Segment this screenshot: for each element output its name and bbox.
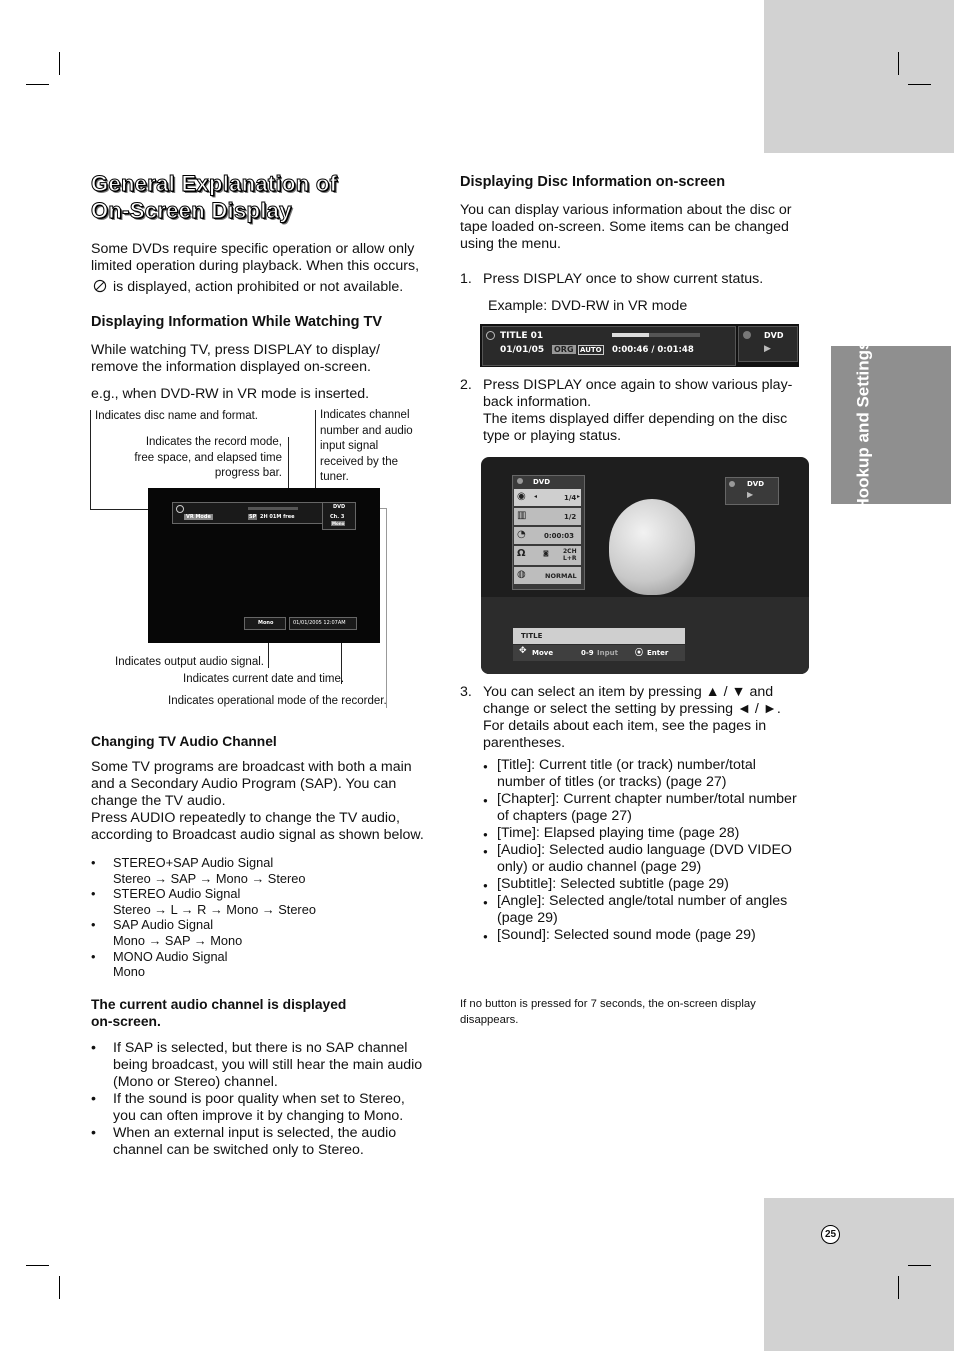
crop-mark [59,52,60,75]
list-item: • STEREO+SAP Audio Signal Stereo → SAP → Mono → Stereo [91,855,431,886]
speaker-icon: ◙ [543,550,549,557]
crop-mark [898,1276,899,1299]
enter-icon: ⦿ [635,648,643,657]
play-icon: ▶ [747,490,754,499]
osd-sp: SP [249,514,257,520]
menu-enter: Enter [647,649,669,657]
section-tab-label: Hookup and Settings [853,340,873,510]
title-icon: ◉ [517,491,526,502]
osd-vr-mode: VR Mode [186,514,211,520]
annotation-mode: Indicates operational mode of the recorder. [168,695,387,707]
menu-dvd-status: DVD [747,480,765,488]
annotation-date: Indicates current date and time. [183,673,345,685]
list-item: ● [Audio]: Selected audio language (DVD VIDEO only) or audio channel (page 29) [483,842,813,876]
left-arrow-icon: ◂ [534,493,538,500]
example-caption: Example: DVD-RW in VR mode [488,298,688,314]
page-title: General Explanation of On-Screen Display [91,171,338,223]
leader-line [386,508,387,708]
play-icon: ▶ [764,344,771,354]
disc-icon [743,331,751,339]
step-number: 1. [460,271,472,287]
prohibited-icon [93,279,107,293]
screen-egg-image [609,499,695,595]
list-item: • STEREO Audio Signal Stereo → L → R → Mono → Stereo [91,886,431,917]
page-number: 25 [821,1225,840,1244]
crop-mark [26,84,49,85]
menu-time-value: 0:00:03 [544,532,574,540]
osd-datetime: 01/01/2005 12:07AM [293,620,346,626]
bar-title: TITLE 01 [500,331,544,341]
osd-dvd: DVD [333,504,346,510]
items-list [483,757,813,944]
bar-org-badge: ORG [554,345,574,354]
intro-text: Some DVDs require specific operation or allow only limited operation during playback. When this occurs, [91,241,420,274]
menu-footer-title: TITLE [521,632,543,640]
osd-progress-bar [248,507,298,510]
annotation-disc: Indicates disc name and format. [95,410,258,422]
move-icon: ✥ [519,646,527,656]
menu-move: Move [532,649,554,657]
tv-osd-screenshot [148,488,380,643]
disc-icon [729,481,735,487]
step-number: 2. [460,377,472,393]
list-item: ● [Subtitle]: Selected subtitle (page 29) [483,876,813,893]
list-item: • If SAP is selected, but there is no SAP channel being broadcast, you will still hear the main audio (Mono or Stereo) channel. [91,1040,441,1091]
annotation-channel: Indicates channel number and audio input signal received by the tuner. [320,409,413,483]
crop-mark [59,1276,60,1299]
osd-channel: Ch. 3 [330,514,345,520]
menu-chapter-value: 1/2 [564,513,577,521]
step-text: Press DISPLAY once again to show various play- back information. The items displayed differ depending on the disc type or playing status. [483,377,793,444]
side-margin-bottom [764,1198,954,1351]
osd-free-space: 2H 01M free [260,514,295,520]
list-item: ● [Title]: Current title (or track) number/total number of titles (or tracks) (page 27) [483,757,813,791]
paragraph: Some TV programs are broadcast with both a main and a Secondary Audio Program (SAP). You can change the TV audio. Press AUDIO repeatedly to change the TV audio, according to Broadcast audio signal as shown below. [91,759,424,843]
menu-dvd: DVD [533,478,551,486]
list-item: ● [Angle]: Selected angle/total number of angles (page 29) [483,893,813,927]
section-heading: Displaying Information While Watching TV [91,314,383,330]
disc-icon [517,478,523,484]
osd-mono-tag: Mono [332,521,345,526]
disc-icon [176,505,184,513]
menu-input-num: 0-9 [581,649,594,657]
footnote: If no button is pressed for 7 seconds, the on-screen display disappears. [460,998,756,1026]
progress-fill [612,333,649,337]
list-item: • If the sound is poor quality when set to Stereo, you can often improve it by changing to Mono. [91,1091,441,1125]
list-item: ● [Sound]: Selected sound mode (page 29) [483,927,813,944]
audio-signal-list [91,855,431,980]
step-text: Press DISPLAY once to show current status. [483,271,764,287]
menu-input: Input [597,649,618,657]
list-item: ● [Time]: Elapsed playing time (page 28) [483,825,813,842]
leader-line [90,410,91,510]
leader-line [380,508,387,509]
crop-mark [898,52,899,75]
crop-mark [26,1265,49,1266]
bar-date: 01/01/05 [500,345,545,355]
progress-track [612,333,700,337]
status-bar-screenshot [480,324,799,367]
notes-list [91,1040,441,1159]
chapter-icon: ▥ [517,510,527,521]
clock-icon: ◔ [517,529,526,540]
disc-icon [486,331,495,340]
osd-audio: Mono [258,620,274,626]
example-caption: e.g., when DVD-RW in VR mode is inserted. [91,386,370,402]
list-item: • SAP Audio Signal Mono → SAP → Mono [91,917,431,948]
bar-dvd: DVD [764,331,784,340]
headphone-icon: Ω [517,548,526,559]
intro-text-end: is displayed, action prohibited or not available. [113,279,404,295]
step-text: You can select an item by pressing ▲ / ▼ and change or select the setting by pressing ◄ / ►. For details about each item, see the pages in parentheses. [483,684,781,751]
side-margin-top [764,0,954,153]
playback-menu-screenshot [481,457,809,674]
step-number: 3. [460,684,472,700]
list-item: • When an external input is selected, the audio channel can be switched only to Stereo. [91,1125,441,1159]
osd-info-bar [172,502,324,524]
section-heading: The current audio channel is displayed on-screen. [91,997,347,1029]
crop-mark [908,1265,931,1266]
menu-title-value: 1/4 [564,494,577,502]
right-arrow-icon: ▸ [577,493,581,500]
list-item: • MONO Audio Signal Mono [91,949,431,980]
annotation-record: Indicates the record mode, free space, and elapsed time progress bar. [134,436,282,479]
paragraph: While watching TV, press DISPLAY to display/ remove the information displayed on-screen. [91,342,380,375]
section-heading: Changing TV Audio Channel [91,734,277,749]
sound-icon: ◍ [517,569,526,580]
paragraph: You can display various information about the disc or tape loaded on-screen. Some items can be changed using the menu. [460,202,792,252]
annotation-audio: Indicates output audio signal. [115,656,264,668]
crop-mark [908,84,931,85]
menu-sound-value: NORMAL [545,572,577,580]
section-heading: Displaying Disc Information on-screen [460,174,726,190]
menu-audio-value: 2CH L+R [563,548,577,562]
bar-auto-badge: AUTO [580,346,602,354]
list-item: ● [Chapter]: Current chapter number/total number of chapters (page 27) [483,791,813,825]
bar-time: 0:00:46 / 0:01:48 [612,345,694,355]
